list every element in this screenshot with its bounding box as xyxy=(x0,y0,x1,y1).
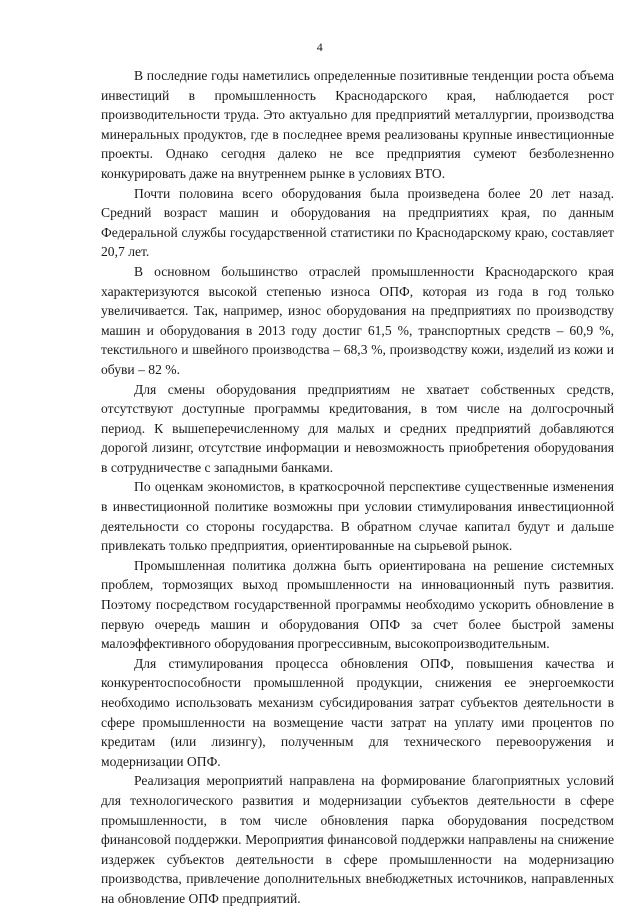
paragraph-5: По оценкам экономистов, в краткосрочной перспективе существенные изменения в инвестиционной политике возможны при условии стимулирования инвестиционной деятельности со стороны государства. В обратном случае капитал будут и дальше привлекать только предприятия, ориентированные на сырьевой рынок. xyxy=(101,479,614,554)
paragraph-4: Для смены оборудования предприятиям не хватает собственных средств, отсутствуют доступные программы кредитования, в том числе на долгосрочный период. К вышеперечисленному для малых и средних предприятий добавляются дорогой лизинг, отсутствие информации и невозможность приобретения оборудования в сотрудничестве с западными банками. xyxy=(101,381,614,475)
paragraph-3: В основном большинство отраслей промышленности Краснодарского края характеризуются высокой степенью износа ОПФ, которая из года в год только увеличивается. Так, например, износ оборудования на предприятиях по производству машин и оборудования в 2013 году достиг 61,5 %, транспортных средств – 60,9 %, текстильного и швейного производства – 68,3 %, производству кожи, изделий из кожи и обуви – 82 %. xyxy=(101,263,614,377)
page-number: 4 xyxy=(316,40,324,54)
paragraph-7: Для стимулирования процесса обновления ОПФ, повышения качества и конкурентоспособности промышленной продукции, снижения ее энергоемкости необходимо использовать механизм субсидирования затрат субъектов деятельности в сфере промышленности на возмещение части затрат на уплату ими процентов по кредитам (или лизингу), полученным для технического перевооружения и модернизации ОПФ. xyxy=(101,655,614,769)
paragraph-1: В последние годы наметились определенные позитивные тенденции роста объема инвестиций в промышленность Краснодарского края, наблюдается рост производительности труда. Это актуально для предприятий металлургии, производства минеральных продуктов, где в последнее время реализованы крупные инвестиционные проекты. Однако сегодня далеко не все предприятия сумеют безболезненно конкурировать даже на внутреннем рынке в условиях ВТО. xyxy=(101,68,614,181)
paragraph-8: Реализация мероприятий направлена на формирование благоприятных условий для технологического развития и модернизации субъектов деятельности в сфере промышленности, в том числе обновления парка оборудования посредством финансовой поддержки. Мероприятия финансовой поддержки направлены на снижение издержек субъектов деятельности в сфере промышленности на модернизацию производства, привлечение дополнительных внебюджетных источников, направленных на обновление ОПФ предприятий. xyxy=(101,773,614,906)
paragraph-6: Промышленная политика должна быть ориентирована на решение системных проблем, тормозящих выход промышленности на инновационный путь развития. Поэтому посредством государственной программы необходимо ускорить обновление в первую очередь машин и оборудования ОПФ за счет более быстрой замены малоэффективного оборудования прогрессивным, высокопроизводительным. xyxy=(101,557,614,652)
document-body xyxy=(101,66,614,909)
paragraph-2: Почти половина всего оборудования была произведена более 20 лет назад. Средний возраст машин и оборудования на предприятиях края, по данным Федеральной службы государственной статистики по Краснодарскому краю, составляет 20,7 лет. xyxy=(101,185,614,260)
